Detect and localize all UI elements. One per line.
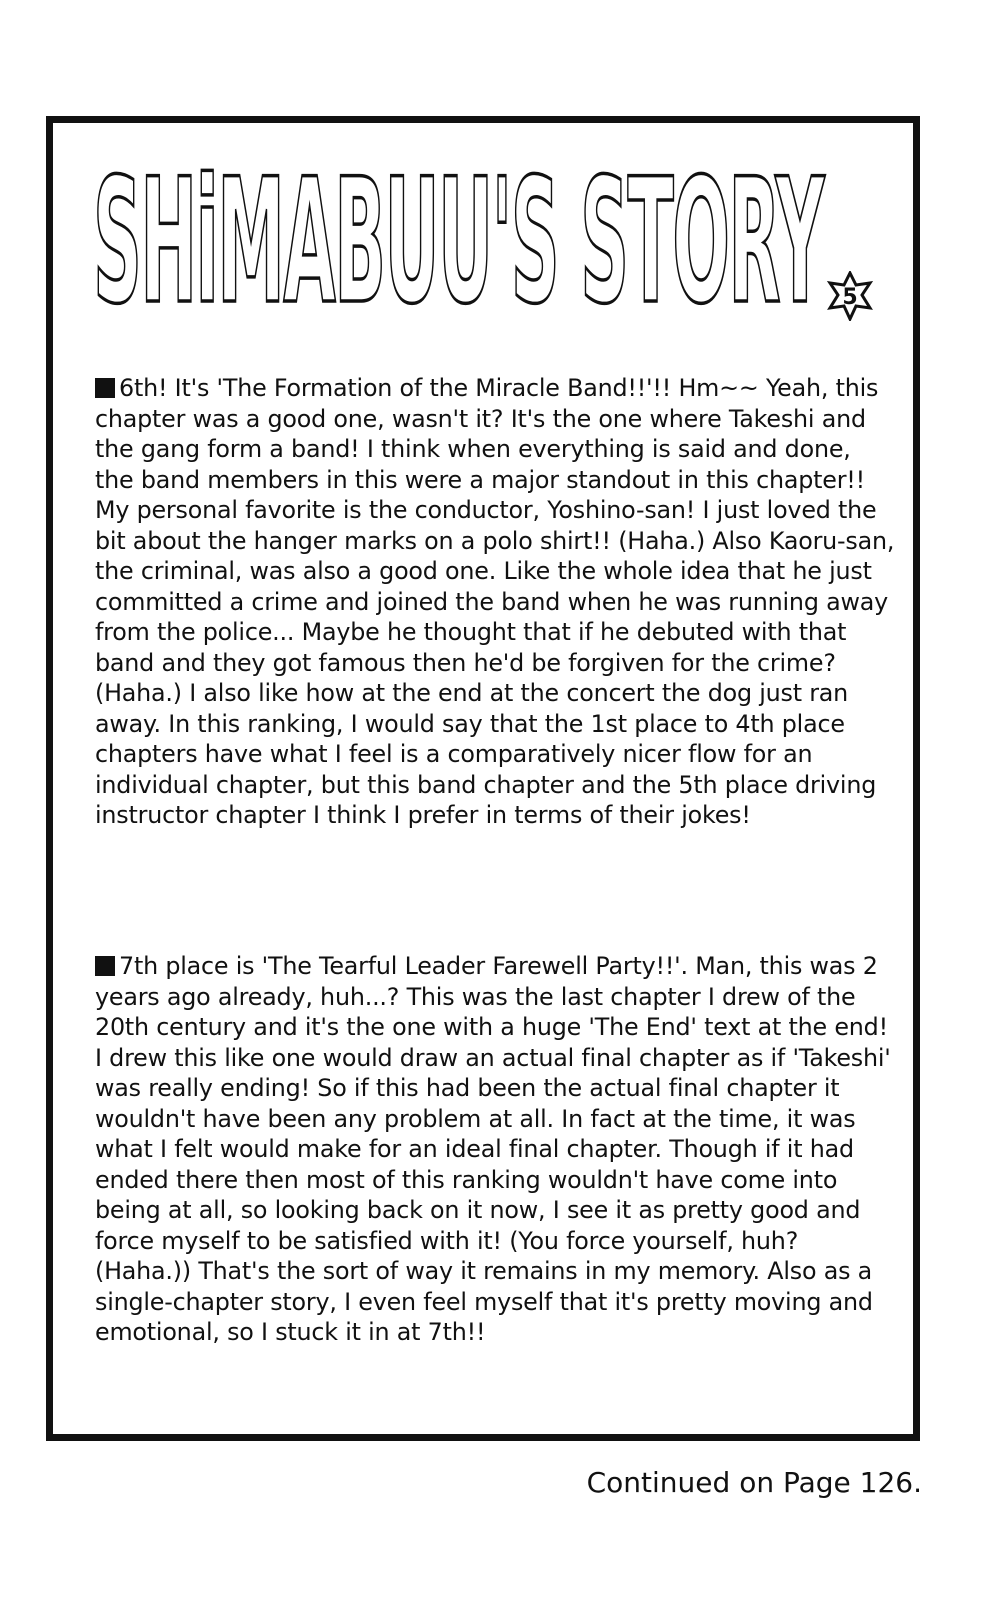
square-bullet-icon	[95, 378, 115, 398]
story-frame	[46, 116, 920, 1441]
title-logo	[93, 139, 853, 339]
paragraph-6th-place	[95, 373, 895, 831]
chapter-number: 5	[842, 285, 858, 310]
continued-note: Continued on Page 126.	[586, 1466, 922, 1499]
paragraph-text: 6th! It's 'The Formation of the Miracle Band!!'!! Hm~~ Yeah, this chapter was a good one, wasn't it? It's the one where Takeshi and the gang form a band! I think when everything is said and done, the band members in this were a major standout in this chapter!! My personal favorite is the conductor, Yoshino-san! I just loved the bit about the hanger marks on a polo shirt!! (Haha.) Also Kaoru-san, the criminal, was also a good one. Like the whole idea that he just committed a crime and joined the band when he was running away from the police... Maybe he thought that if he debuted with that band and they got famous then he'd be forgiven for the crime? (Haha.) I also like how at the end at the concert the dog just ran away. In this ranking, I would say that the 1st place to 4th place chapters have what I feel is a comparatively nicer flow for an individual chapter, but this band chapter and the 5th place driving instructor chapter I think I prefer in terms of their jokes!	[95, 374, 895, 829]
chapter-number-badge	[825, 271, 875, 321]
page-title: SHiMABUU'S STORY	[93, 141, 826, 339]
square-bullet-icon	[95, 956, 115, 976]
paragraph-text: 7th place is 'The Tearful Leader Farewell Party!!'. Man, this was 2 years ago already, huh...? This was the last chapter I drew of the 20th century and it's the one with a huge 'The End' text at the end! I drew this like one would draw an actual final chapter as if 'Takeshi' was really ending! So if this had been the actual final chapter it wouldn't have been any problem at all. In fact at the time, it was what I felt would make for an ideal final chapter. Though if it had ended there then most of this ranking wouldn't have come into being at all, so looking back on it now, I see it as pretty good and force myself to be satisfied with it! (You force yourself, huh? (Haha.)) That's the sort of way it remains in my memory. Also as a single-chapter story, I even feel myself that it's pretty moving and emotional, so I stuck it in at 7th!!	[95, 952, 891, 1346]
paragraph-7th-place	[95, 951, 895, 1348]
